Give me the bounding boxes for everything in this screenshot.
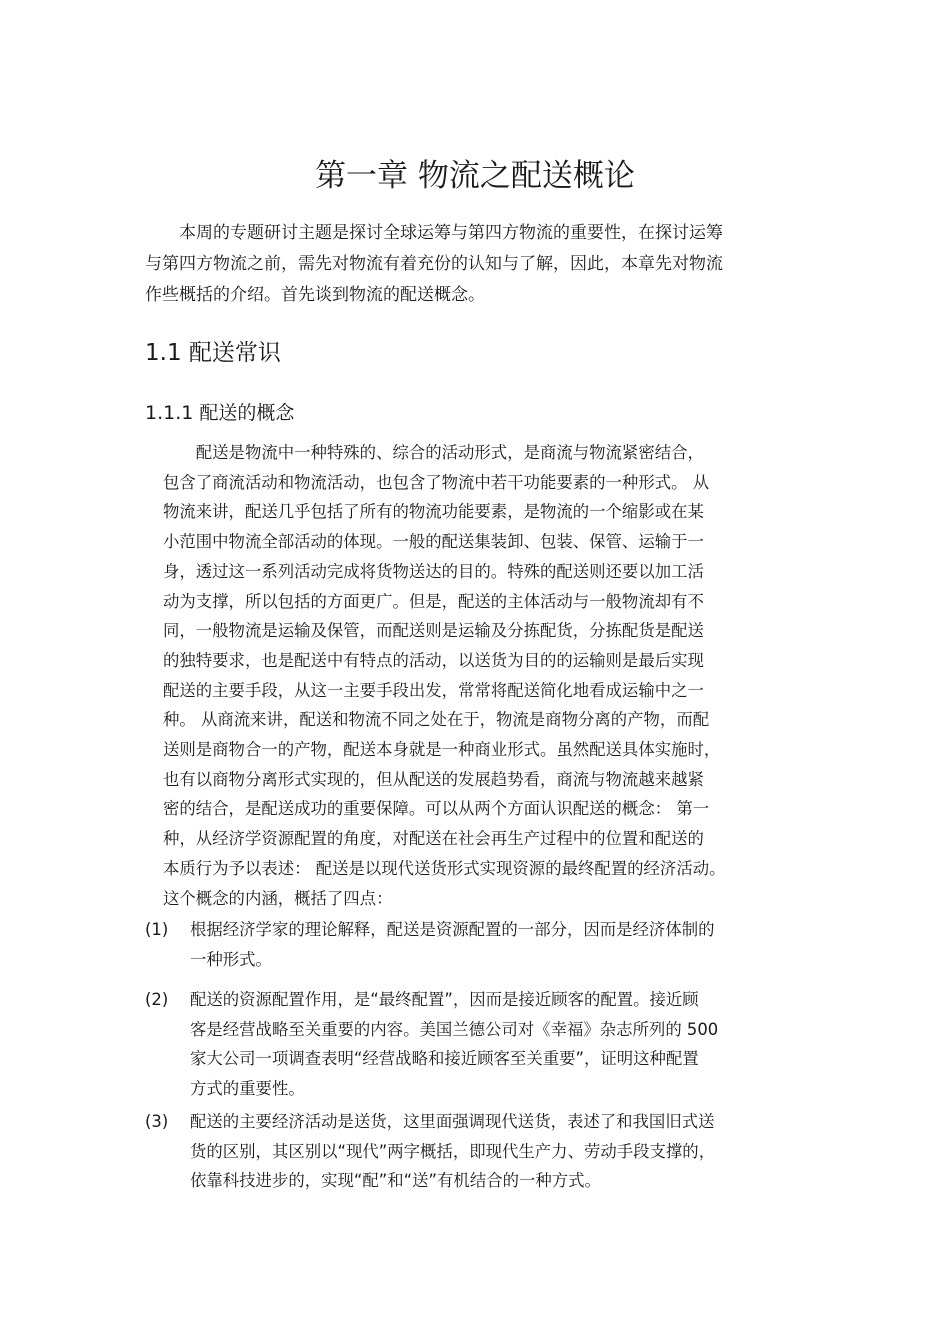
paragraph-line: 身，透过这一系列活动完成将货物送达的目的。特殊的配送则还要以加工活 xyxy=(163,561,704,581)
list-item-number: (2) xyxy=(145,990,169,1009)
list-item xyxy=(145,985,718,1103)
list-item xyxy=(145,915,715,974)
paragraph-line: 的独特要求，也是配送中有特点的活动，以送货为目的的运输则是最后实现 xyxy=(163,650,704,670)
paragraph-line: 送则是商物合一的产物，配送本身就是一种商业形式。虽然配送具体实施时， xyxy=(163,740,721,760)
list-item-line: 配送的主要经济活动是送货，这里面强调现代送货，表述了和我国旧式送 xyxy=(190,1112,715,1131)
list-item-line: 货的区别，其区别以“现代”两字概括，即现代生产力、劳动手段支撑的， xyxy=(190,1141,716,1161)
paragraph-line: 包含了商流活动和物流活动，也包含了物流中若干功能要素的一种形式。 从 xyxy=(163,472,710,492)
intro-line: 作些概括的介绍。首先谈到物流的配送概念。 xyxy=(145,285,485,305)
paragraph-line: 密的结合，是配送成功的重要保障。可以从两个方面认识配送的概念： 第一 xyxy=(163,799,710,819)
list-item-line: 一种形式。 xyxy=(190,949,272,969)
paragraph-line: 同，一般物流是运输及保管，而配送则是运输及分拣配货，分拣配货是配送 xyxy=(163,621,704,641)
paragraph-line: 动为支撑，所以包括的方面更广。但是，配送的主体活动与一般物流却有不 xyxy=(163,591,704,611)
paragraph-line: 种，从经济学资源配置的角度，对配送在社会再生产过程中的位置和配送的 xyxy=(163,829,704,849)
list-item-line: 根据经济学家的理论解释，配送是资源配置的一部分，因而是经济体制的 xyxy=(190,920,715,939)
chapter-title: 第一章 物流之配送概论 xyxy=(315,158,635,194)
intro-paragraph xyxy=(145,218,805,311)
paragraph-line: 物流来讲，配送几乎包括了所有的物流功能要素，是物流的一个缩影或在某 xyxy=(163,502,704,522)
subsection-heading: 1.1.1 配送的概念 xyxy=(145,402,295,424)
intro-line: 与第四方物流之前，需先对物流有着充份的认知与了解，因此，本章先对物流 xyxy=(145,254,723,274)
intro-line: 本周的专题研讨主题是探讨全球运筹与第四方物流的重要性，在探讨运筹 xyxy=(145,223,723,243)
list-item-line: 配送的资源配置作用，是“最终配置”，因而是接近顾客的配置。接近顾 xyxy=(190,990,699,1009)
list-item-number: (3) xyxy=(145,1112,169,1131)
list-item-line: 依靠科技进步的，实现“配”和“送”有机结合的一种方式。 xyxy=(190,1171,601,1190)
list-item xyxy=(145,1107,715,1196)
list-item-line: 家大公司一项调查表明“经营战略和接近顾客至关重要”，证明这种配置 xyxy=(190,1049,699,1068)
paragraph-line: 这个概念的内涵，概括了四点： xyxy=(163,888,393,908)
paragraph-line: 配送是物流中一种特殊的、综合的活动形式，是商流与物流紧密结合， xyxy=(163,443,704,462)
paragraph-line: 本质行为予以表述： 配送是以现代送货形式实现资源的最终配置的经济活动。 xyxy=(163,858,726,878)
paragraph-line: 小范围中物流全部活动的体现。一般的配送集装卸、包装、保管、运输于一 xyxy=(163,532,704,552)
paragraph-line: 也有以商物分离形式实现的，但从配送的发展趋势看，商流与物流越来越紧 xyxy=(163,769,704,789)
list-item-number: (1) xyxy=(145,920,169,939)
concept-paragraph xyxy=(163,438,843,913)
paragraph-line: 配送的主要手段，从这一主要手段出发，常常将配送简化地看成运输中之一 xyxy=(163,680,704,700)
list-item-line: 方式的重要性。 xyxy=(190,1078,305,1098)
section-heading: 1.1 配送常识 xyxy=(145,340,281,366)
paragraph-line: 种。 从商流来讲，配送和物流不同之处在于，物流是商物分离的产物，而配 xyxy=(163,710,710,730)
list-item-line: 客是经营战略至关重要的内容。美国兰德公司对《幸福》杂志所列的 500 xyxy=(190,1019,719,1039)
